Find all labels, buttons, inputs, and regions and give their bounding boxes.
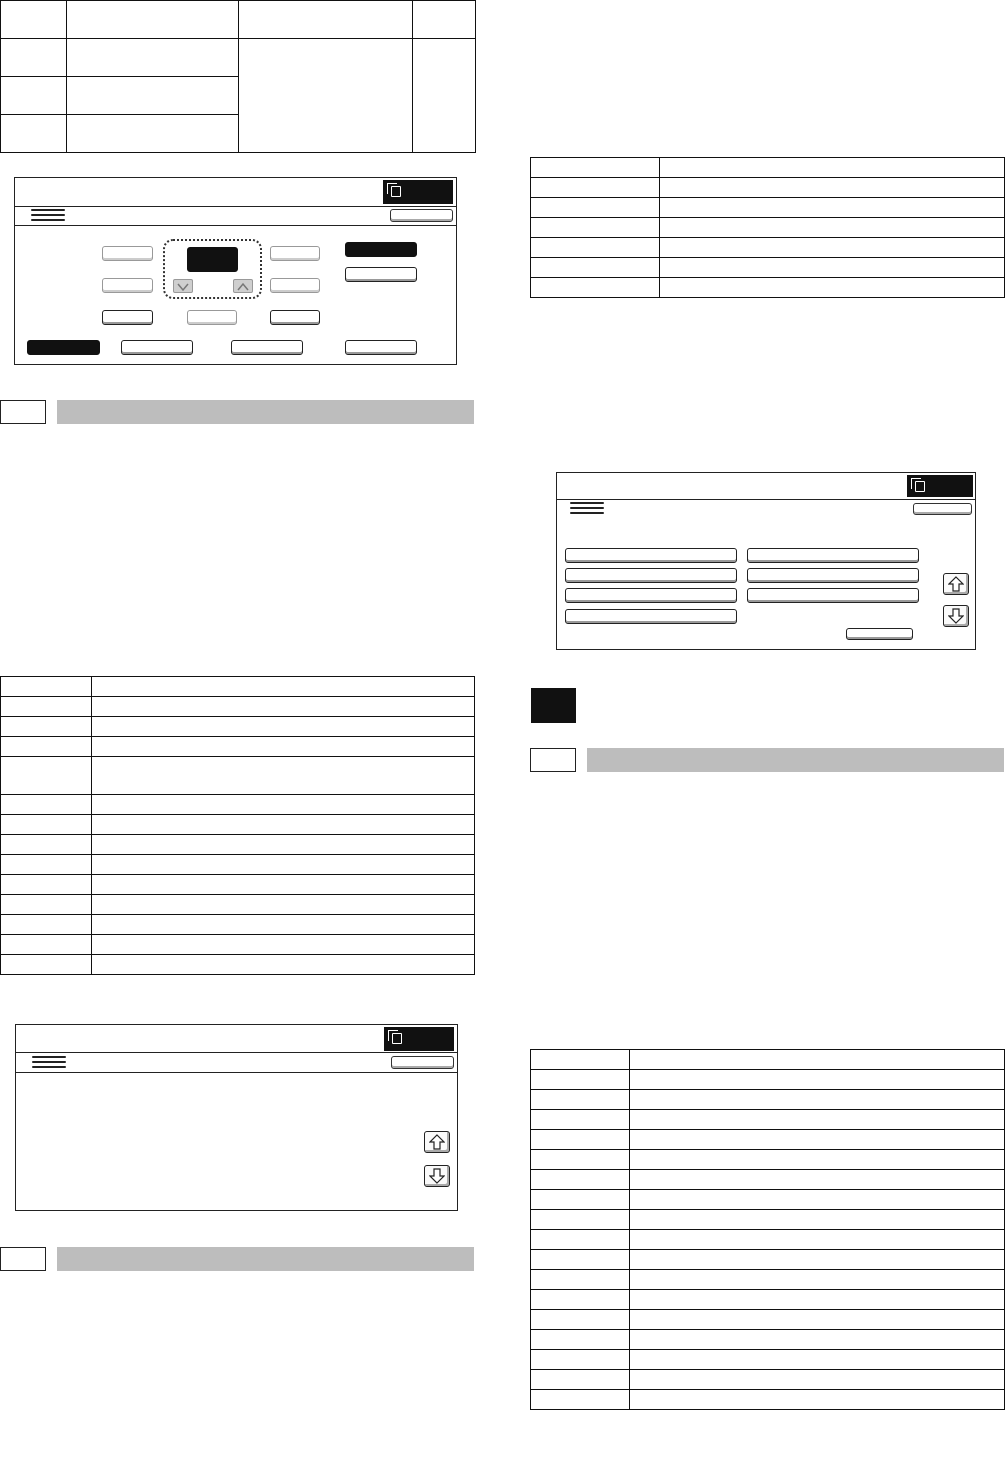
copy-mode-indicator bbox=[384, 1027, 454, 1051]
table-cell bbox=[660, 218, 1005, 238]
list-item-button[interactable] bbox=[565, 609, 737, 624]
bottom-action-button[interactable] bbox=[846, 628, 913, 640]
section-header bbox=[0, 400, 474, 424]
table-row bbox=[1, 737, 475, 757]
table-cell bbox=[92, 815, 475, 835]
copy-icon bbox=[915, 481, 925, 492]
table-row bbox=[531, 1150, 1005, 1170]
table-cell bbox=[1, 717, 92, 737]
table-cell bbox=[531, 1390, 630, 1410]
table-cell bbox=[1, 697, 92, 717]
table-cell bbox=[531, 1130, 630, 1150]
table-cell bbox=[630, 1070, 1005, 1090]
table-cell bbox=[92, 697, 475, 717]
stacked-lines-icon bbox=[31, 206, 65, 224]
table-row bbox=[531, 278, 1005, 298]
top-table-cell bbox=[1, 77, 67, 115]
table-row bbox=[1, 955, 475, 975]
ok-button[interactable] bbox=[390, 209, 453, 222]
table-row bbox=[1, 795, 475, 815]
top-table-cell bbox=[239, 39, 413, 153]
table-cell bbox=[630, 1110, 1005, 1130]
table-row bbox=[531, 1170, 1005, 1190]
table-cell bbox=[1, 915, 92, 935]
table-cell bbox=[630, 1350, 1005, 1370]
table-row bbox=[531, 178, 1005, 198]
chevron-up-icon[interactable] bbox=[233, 279, 253, 293]
ok-button[interactable] bbox=[913, 503, 972, 515]
table-row bbox=[1, 677, 475, 697]
table-row bbox=[531, 218, 1005, 238]
table-cell bbox=[1, 815, 92, 835]
table-cell bbox=[531, 258, 660, 278]
list-item-button[interactable] bbox=[747, 588, 919, 603]
table-cell bbox=[531, 1310, 630, 1330]
table-cell bbox=[92, 757, 475, 795]
table-cell bbox=[531, 1050, 630, 1070]
table-row bbox=[1, 895, 475, 915]
table-cell bbox=[531, 1090, 630, 1110]
table-row bbox=[531, 1270, 1005, 1290]
section-title-bar bbox=[57, 1247, 474, 1271]
table-cell bbox=[1, 875, 92, 895]
option-button[interactable] bbox=[270, 278, 320, 293]
table-cell bbox=[1, 677, 92, 697]
option-button[interactable] bbox=[102, 278, 153, 293]
top-table-cell bbox=[1, 1, 67, 39]
tab-button[interactable] bbox=[345, 340, 417, 355]
table-row bbox=[1, 697, 475, 717]
table-cell bbox=[630, 1270, 1005, 1290]
list-panel-left bbox=[15, 1024, 458, 1211]
table-cell bbox=[531, 1110, 630, 1130]
stacked-lines-icon bbox=[570, 499, 604, 517]
arrow-up-icon[interactable] bbox=[943, 573, 969, 595]
table-cell bbox=[630, 1330, 1005, 1350]
table-cell bbox=[630, 1090, 1005, 1110]
note-marker bbox=[531, 688, 576, 723]
list-item-button[interactable] bbox=[565, 568, 737, 583]
table-cell bbox=[92, 717, 475, 737]
table-row bbox=[531, 238, 1005, 258]
table-cell bbox=[660, 238, 1005, 258]
table-row bbox=[1, 935, 475, 955]
section-number bbox=[0, 1247, 46, 1271]
table-cell bbox=[92, 875, 475, 895]
table-cell bbox=[660, 158, 1005, 178]
table-row bbox=[1, 815, 475, 835]
table-row bbox=[1, 915, 475, 935]
copy-mode-indicator bbox=[383, 180, 453, 204]
left-table bbox=[0, 676, 475, 975]
table-cell bbox=[92, 795, 475, 815]
selected-tab-button[interactable] bbox=[27, 340, 100, 355]
top-table-cell bbox=[67, 115, 239, 153]
table-cell bbox=[630, 1250, 1005, 1270]
list-item-button[interactable] bbox=[747, 568, 919, 583]
table-cell bbox=[531, 178, 660, 198]
top-table-cell bbox=[413, 39, 476, 153]
table-cell bbox=[630, 1130, 1005, 1150]
adjust-group bbox=[163, 239, 262, 299]
arrow-up-icon[interactable] bbox=[424, 1131, 450, 1153]
table-cell bbox=[531, 1270, 630, 1290]
table-cell bbox=[630, 1050, 1005, 1070]
table-cell bbox=[531, 1250, 630, 1270]
table-cell bbox=[1, 855, 92, 875]
table-row bbox=[531, 1110, 1005, 1130]
top-table-cell bbox=[67, 39, 239, 77]
table-cell bbox=[531, 198, 660, 218]
top-table-cell bbox=[67, 77, 239, 115]
selected-option-button[interactable] bbox=[345, 242, 417, 257]
table-row bbox=[531, 1290, 1005, 1310]
table-cell bbox=[531, 1070, 630, 1090]
table-cell bbox=[660, 278, 1005, 298]
option-button[interactable] bbox=[270, 246, 320, 261]
list-panel-right bbox=[556, 472, 976, 650]
stacked-lines-icon bbox=[32, 1053, 66, 1071]
top-table-cell bbox=[239, 1, 413, 39]
top-table-cell bbox=[67, 1, 239, 39]
table-cell bbox=[630, 1230, 1005, 1250]
table-cell bbox=[531, 1290, 630, 1310]
section-number bbox=[0, 400, 46, 424]
table-row bbox=[531, 1190, 1005, 1210]
table-row bbox=[531, 1350, 1005, 1370]
table-row bbox=[531, 158, 1005, 178]
table-cell bbox=[92, 835, 475, 855]
top-table-cell bbox=[413, 1, 476, 39]
chevron-down-icon[interactable] bbox=[173, 279, 193, 293]
top-table bbox=[0, 0, 476, 153]
table-cell bbox=[531, 1350, 630, 1370]
table-row bbox=[531, 1130, 1005, 1150]
table-row bbox=[531, 1370, 1005, 1390]
table-cell bbox=[92, 677, 475, 697]
table-row bbox=[531, 198, 1005, 218]
table-cell bbox=[92, 915, 475, 935]
table-cell bbox=[1, 895, 92, 915]
list-item-button[interactable] bbox=[565, 588, 737, 603]
table-row bbox=[531, 1070, 1005, 1090]
list-item-button[interactable] bbox=[565, 548, 737, 563]
section-title-bar bbox=[587, 748, 1004, 772]
tab-button[interactable] bbox=[121, 340, 193, 355]
table-cell bbox=[531, 1230, 630, 1250]
table-cell bbox=[630, 1370, 1005, 1390]
copy-mode-indicator bbox=[907, 475, 973, 497]
section-number bbox=[530, 748, 576, 772]
table-cell bbox=[660, 258, 1005, 278]
table-row bbox=[531, 1390, 1005, 1410]
option-button[interactable] bbox=[102, 310, 153, 325]
table-cell bbox=[630, 1170, 1005, 1190]
section-title-bar bbox=[57, 400, 474, 424]
table-cell bbox=[92, 955, 475, 975]
table-cell bbox=[531, 238, 660, 258]
table-cell bbox=[92, 895, 475, 915]
top-table-cell bbox=[1, 39, 67, 77]
table-row bbox=[1, 835, 475, 855]
table-cell bbox=[531, 1150, 630, 1170]
ok-button[interactable] bbox=[391, 1056, 454, 1069]
option-button[interactable] bbox=[102, 246, 153, 261]
copy-icon bbox=[391, 186, 401, 197]
list-item-button[interactable] bbox=[747, 548, 919, 563]
option-button[interactable] bbox=[270, 310, 320, 325]
table-cell bbox=[92, 855, 475, 875]
table-row bbox=[531, 1090, 1005, 1110]
table-cell bbox=[92, 737, 475, 757]
table-cell bbox=[630, 1210, 1005, 1230]
table-cell bbox=[630, 1290, 1005, 1310]
table-cell bbox=[1, 955, 92, 975]
table-cell bbox=[1, 935, 92, 955]
table-row bbox=[1, 875, 475, 895]
option-button[interactable] bbox=[187, 310, 237, 325]
tab-button[interactable] bbox=[231, 340, 303, 355]
table-row bbox=[531, 1230, 1005, 1250]
table-row bbox=[1, 757, 475, 795]
table-cell bbox=[1, 795, 92, 815]
table-cell bbox=[630, 1310, 1005, 1330]
table-row bbox=[1, 717, 475, 737]
table-cell bbox=[531, 1330, 630, 1350]
top-table-cell bbox=[1, 115, 67, 153]
option-button[interactable] bbox=[345, 267, 417, 282]
section-header bbox=[0, 1247, 474, 1271]
table-cell bbox=[630, 1190, 1005, 1210]
settings-panel bbox=[14, 177, 457, 365]
table-row bbox=[1, 855, 475, 875]
table-cell bbox=[1, 757, 92, 795]
table-row bbox=[531, 1210, 1005, 1230]
table-row bbox=[531, 1310, 1005, 1330]
arrow-down-icon[interactable] bbox=[943, 605, 969, 627]
table-row bbox=[531, 1050, 1005, 1070]
copy-icon bbox=[392, 1033, 402, 1044]
table-cell bbox=[1, 835, 92, 855]
table-cell bbox=[660, 198, 1005, 218]
table-cell bbox=[531, 1370, 630, 1390]
right-bottom-table bbox=[530, 1049, 1005, 1410]
right-top-table bbox=[530, 157, 1005, 298]
table-row bbox=[531, 258, 1005, 278]
table-row bbox=[531, 1330, 1005, 1350]
table-cell bbox=[660, 178, 1005, 198]
table-cell bbox=[1, 737, 92, 757]
table-cell bbox=[92, 935, 475, 955]
table-cell bbox=[630, 1150, 1005, 1170]
table-cell bbox=[531, 218, 660, 238]
arrow-down-icon[interactable] bbox=[424, 1165, 450, 1187]
value-display bbox=[187, 247, 238, 272]
table-cell bbox=[531, 1170, 630, 1190]
table-cell bbox=[630, 1390, 1005, 1410]
table-cell bbox=[531, 1190, 630, 1210]
section-header bbox=[530, 748, 1004, 772]
table-row bbox=[531, 1250, 1005, 1270]
table-cell bbox=[531, 158, 660, 178]
table-cell bbox=[531, 1210, 630, 1230]
table-cell bbox=[531, 278, 660, 298]
